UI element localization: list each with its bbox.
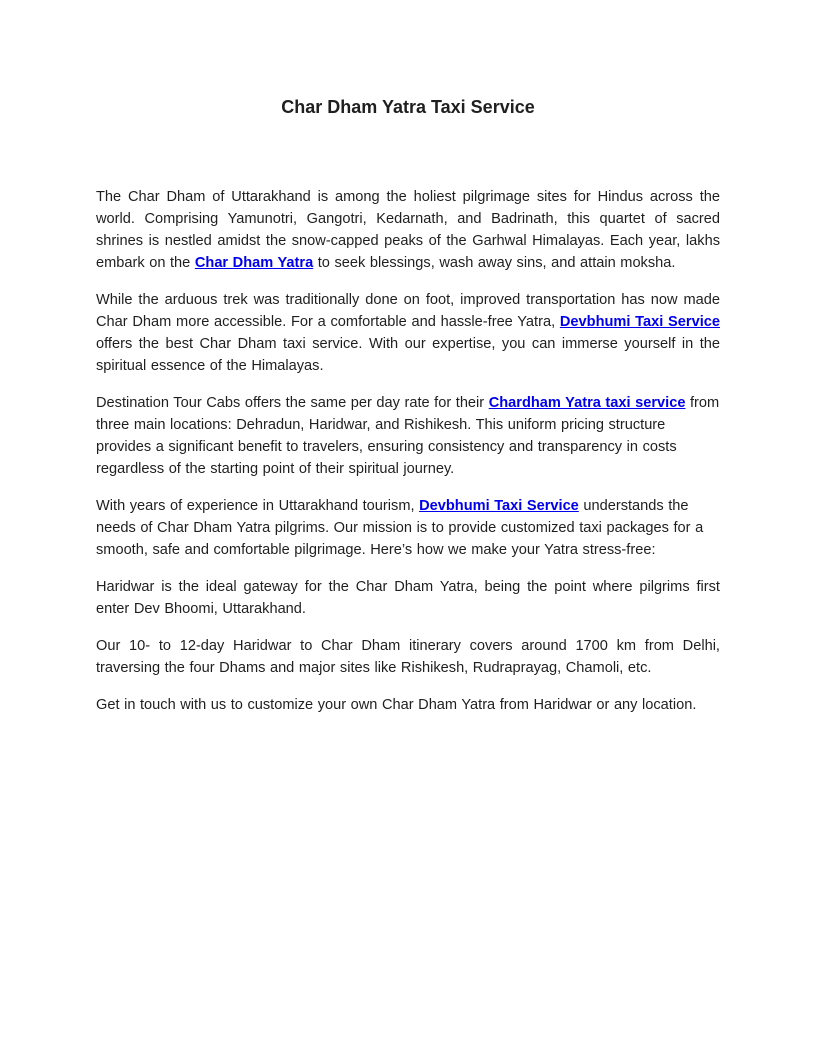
paragraph bbox=[96, 576, 720, 620]
paragraph bbox=[96, 289, 720, 377]
char-dham-yatra-link[interactable]: Char Dham Yatra bbox=[194, 255, 314, 271]
paragraph-text: from three main locations: Dehradun, Haridwar, and Rishikesh. This uniform pricing structure provides a significant benefit to travelers, ensuring consistency and transparency in costs regardless of the starting point of their spiritual journey. bbox=[96, 395, 720, 477]
paragraph bbox=[96, 635, 720, 679]
paragraph bbox=[96, 186, 720, 274]
chardham-yatra-taxi-service-link[interactable]: Chardham Yatra taxi service bbox=[488, 395, 686, 411]
paragraph bbox=[96, 392, 720, 480]
paragraph-text: The Char Dham of Uttarakhand is among the holiest pilgrimage sites for Hindus across the world. Comprising Yamunotri, Gangotri, Kedarnath, and Badrinath, this quartet of sacred shrines is nestled amidst the snow-capped peaks of the Garhwal Himalayas. Each year, lakhs embark on the bbox=[96, 189, 720, 271]
paragraph-text: Haridwar is the ideal gateway for the Char Dham Yatra, being the point where pilgrims first enter Dev Bhoomi, Uttarakhand. bbox=[96, 579, 720, 617]
paragraph-text: With years of experience in Uttarakhand tourism, bbox=[96, 498, 420, 514]
paragraph-text: Destination Tour Cabs offers the same per day rate for their bbox=[96, 395, 489, 411]
devbhumi-taxi-service-link[interactable]: Devbhumi Taxi Service bbox=[419, 498, 579, 514]
document-body bbox=[96, 186, 720, 716]
paragraph-text: understands the needs of Char Dham Yatra pilgrims. Our mission is to provide customized taxi packages for a smooth, safe and comfortable pilgrimage. Here’s how we make your Yatra stress-free: bbox=[96, 498, 704, 558]
paragraph-text: to seek blessings, wash away sins, and attain moksha. bbox=[313, 255, 676, 271]
devbhumi-taxi-service-link[interactable]: Devbhumi Taxi Service bbox=[559, 314, 720, 330]
paragraph-text: offers the best Char Dham taxi service. With our expertise, you can immerse yourself in the spiritual essence of the Himalayas. bbox=[96, 336, 720, 374]
paragraph bbox=[96, 694, 720, 716]
paragraph-text: While the arduous trek was traditionally done on foot, improved transportation has now made Char Dham more accessible. For a comfortable and hassle-free Yatra, bbox=[96, 292, 720, 330]
document-title: Char Dham Yatra Taxi Service bbox=[281, 97, 535, 117]
paragraph-text: Our 10- to 12-day Haridwar to Char Dham itinerary covers around 1700 km from Delhi, traversing the four Dhams and major sites like Rishikesh, Rudraprayag, Chamoli, etc. bbox=[96, 638, 720, 676]
paragraph-text: Get in touch with us to customize your own Char Dham Yatra from Haridwar or any location. bbox=[96, 697, 697, 713]
paragraph bbox=[96, 495, 720, 561]
